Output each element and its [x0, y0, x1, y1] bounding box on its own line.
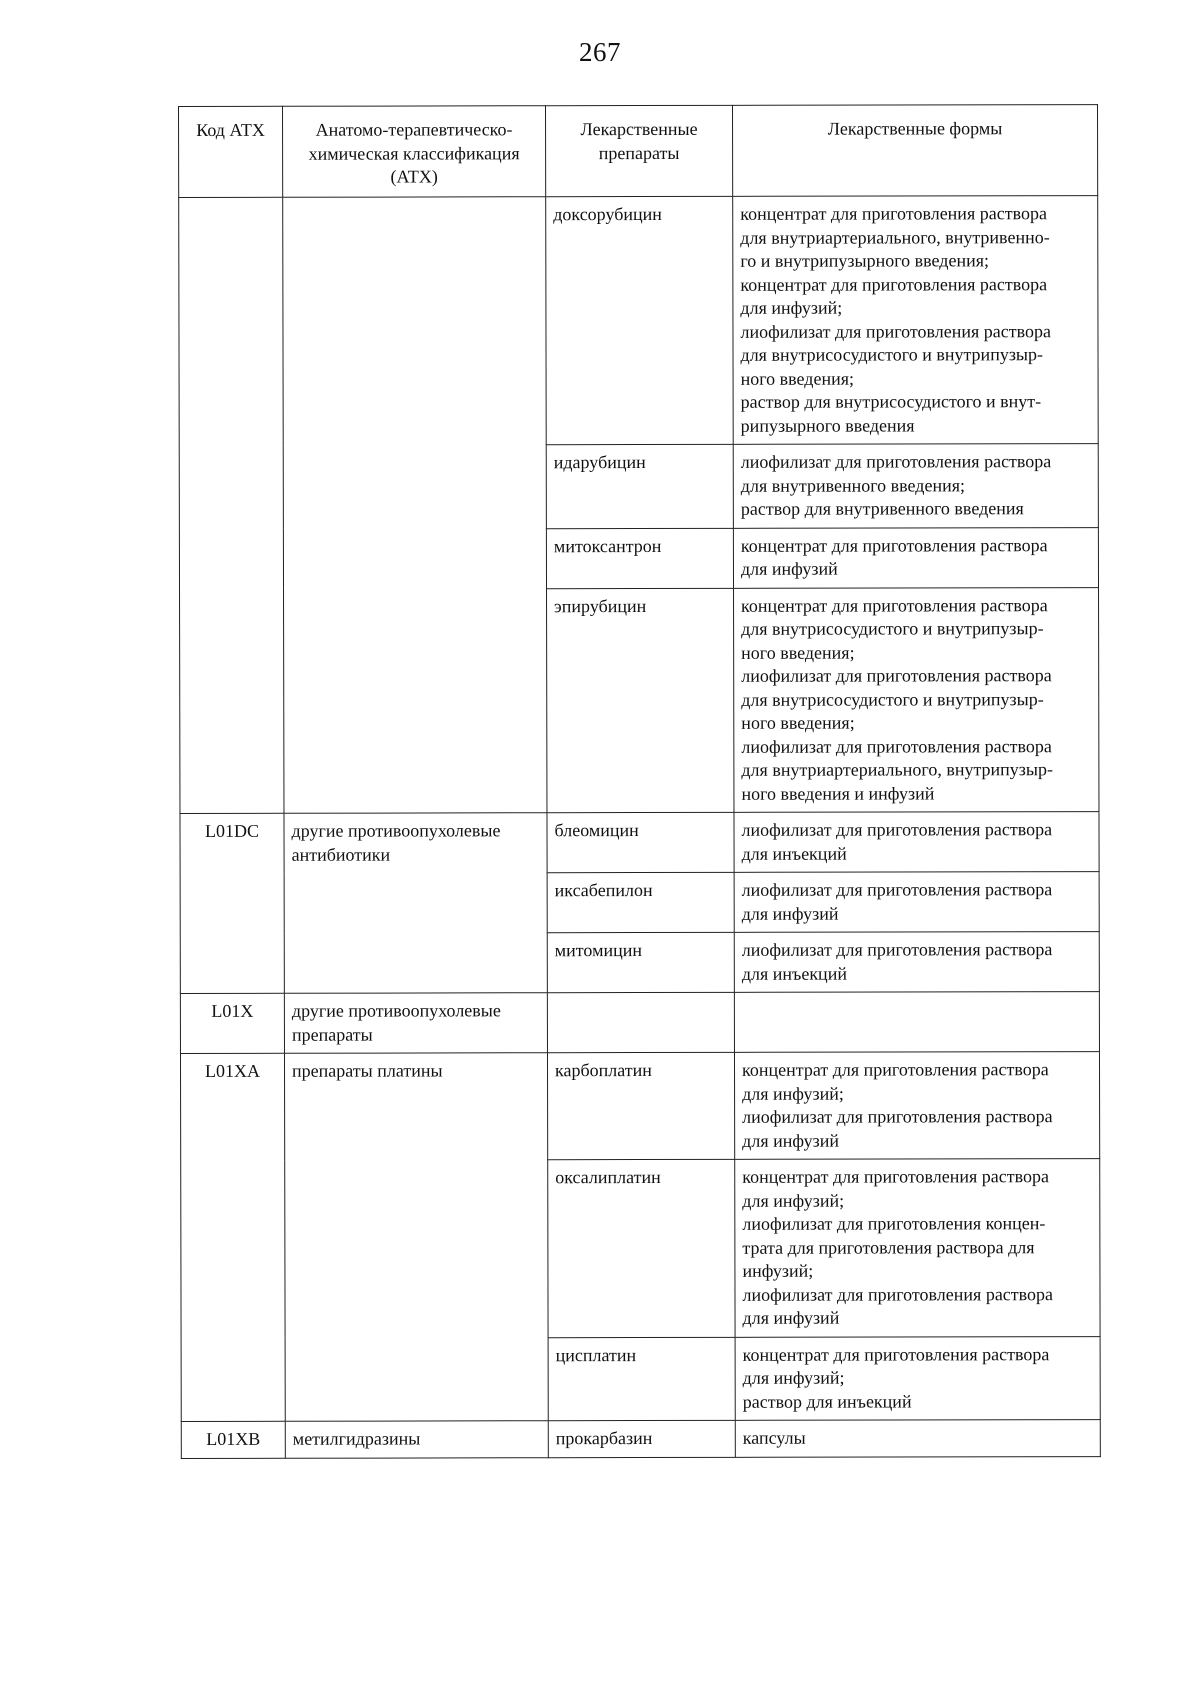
dosage-forms-cell [733, 444, 1098, 528]
atx-code-cell: L01XB [181, 1421, 285, 1458]
dosage-form-line: лиофилизат для приготовления раствора [741, 735, 1052, 757]
drug-cell: доксорубицин [546, 196, 734, 444]
atx-classification-cell: другие противоопухолевые антибиотики [284, 813, 547, 994]
dosage-form-line: раствор для внутривенного введения [740, 498, 1024, 519]
dosage-forms-cell [734, 587, 1099, 812]
dosage-form-line: го и внутрипузырного введения; [740, 250, 990, 271]
dosage-form-line: ного введения; [741, 642, 855, 663]
atx-code-cell: L01XA [180, 1053, 285, 1421]
dosage-form-line: для инфузий; [740, 297, 843, 318]
drug-cell: эпирубицин [547, 588, 734, 813]
drug-cell: прокарбазин [548, 1420, 735, 1457]
atx-classification-cell: другие противоопухолевые препараты [284, 993, 547, 1054]
drug-cell [547, 992, 734, 1052]
dosage-form-line: для внутрисосудистого и внутрипузыр- [741, 618, 1044, 639]
dosage-form-line: лиофилизат для приготовления раствора [740, 451, 1052, 472]
dosage-form-line: раствор для внутрисосудистого и внут- [740, 391, 1042, 412]
dosage-form-line: лиофилизат для приготовления раствора [741, 939, 1053, 960]
page-number: 267 [579, 37, 621, 67]
dosage-form-line: концентрат для приготовления раствора [742, 1343, 1050, 1365]
header-drugs: Лекарственные препараты [546, 105, 733, 196]
dosage-form-line: капсулы [742, 1427, 806, 1448]
table-row [180, 1052, 1099, 1161]
dosage-form-line: лиофилизат для приготовления раствора [742, 1106, 1053, 1127]
dosage-form-line: рипузырного введения [740, 414, 915, 436]
dosage-form-line: для инфузий [742, 1307, 840, 1328]
atx-code-cell: L01X [180, 993, 284, 1053]
atx-code-cell: L01DC [180, 813, 284, 993]
dosage-form-line: для инфузий [741, 903, 839, 924]
atx-classification-cell: метилгидразины [285, 1421, 548, 1458]
header-forms: Лекарственные формы [732, 105, 1097, 197]
dosage-forms-cell [734, 872, 1099, 933]
dosage-form-line: для инъекций [741, 843, 847, 864]
atx-classification-cell: препараты платины [284, 1053, 548, 1422]
dosage-form-line: для внутрисосудистого и внутрипузыр- [741, 688, 1044, 710]
dosage-form-line: для инфузий; [742, 1083, 844, 1104]
drug-cell: митомицин [547, 932, 734, 992]
dosage-forms-cell [734, 932, 1099, 993]
dosage-form-line: для инфузий; [742, 1367, 845, 1388]
atx-code-cell [179, 197, 284, 813]
dosage-form-line: ного введения; [741, 712, 855, 733]
dosage-forms-cell [735, 1159, 1100, 1337]
drug-cell: митоксантрон [546, 528, 733, 588]
header-classification: Анатомо-терапевтическо-химическая классификация (АТХ) [283, 106, 546, 198]
dosage-form-line: ного введения; [740, 368, 854, 389]
dosage-form-line: концентрат для приготовления раствора [742, 1166, 1049, 1187]
dosage-form-line: лиофилизат для приготовления раствора [742, 1283, 1054, 1305]
dosage-form-line: концентрат для приготовления раствора [740, 273, 1048, 295]
dosage-form-line: концентрат для приготовления раствора [740, 203, 1047, 224]
table-header-row [179, 105, 1098, 198]
dosage-form-line: лиофилизат для приготовления концен- [742, 1213, 1046, 1234]
dosage-forms-cell [733, 196, 1099, 445]
dosage-form-line: для инфузий [740, 558, 838, 579]
drug-cell: карбоплатин [547, 1052, 734, 1159]
dosage-form-line: лиофилизат для приготовления раствора [741, 879, 1053, 900]
dosage-forms-cell [734, 992, 1099, 1053]
table-row [179, 196, 1099, 446]
dosage-form-line: для внутриартериального, внутривенно- [740, 226, 1050, 248]
atx-table [178, 104, 1101, 1458]
dosage-form-line: раствор для инъекций [742, 1390, 912, 1412]
drug-cell: оксалиплатин [548, 1159, 735, 1337]
dosage-form-line: концентрат для приготовления раствора [740, 534, 1048, 556]
dosage-form-line: лиофилизат для приготовления раствора [741, 665, 1052, 686]
table-row [181, 1420, 1100, 1458]
table-row [180, 812, 1099, 874]
atx-classification-cell [283, 197, 547, 814]
dosage-form-line: для инфузий [742, 1130, 839, 1151]
table-row [180, 992, 1099, 1054]
dosage-form-line: лиофилизат для приготовления раствора [741, 819, 1053, 840]
dosage-form-line: для внутрисосудистого и внутрипузыр- [740, 344, 1044, 365]
drug-cell: иксабепилон [547, 872, 734, 932]
dosage-form-line: ного введения и инфузий [741, 782, 935, 804]
dosage-form-line: для внутривенного введения; [740, 474, 966, 496]
drug-cell: цисплатин [548, 1337, 735, 1421]
drug-cell: идарубицин [546, 444, 733, 528]
dosage-form-line: инфузий; [742, 1260, 814, 1281]
dosage-forms-cell [734, 812, 1099, 873]
header-code: Код АТХ [179, 106, 283, 197]
dosage-forms-cell [733, 527, 1098, 588]
dosage-form-line: трата для приготовления раствора для [742, 1236, 1035, 1258]
dosage-forms-cell [734, 1052, 1099, 1160]
table-body [179, 196, 1101, 1458]
dosage-form-line: для инфузий; [742, 1190, 845, 1211]
dosage-forms-cell [735, 1336, 1100, 1420]
dosage-forms-cell [735, 1420, 1100, 1457]
dosage-form-line: концентрат для приготовления раствора [741, 1059, 1049, 1080]
dosage-form-line: для инъекций [741, 963, 847, 984]
drug-cell: блеомицин [547, 812, 734, 872]
dosage-form-line: лиофилизат для приготовления раствора [740, 320, 1052, 342]
dosage-form-line: для внутриартериального, внутрипузыр- [741, 759, 1054, 780]
dosage-form-line: концентрат для приготовления раствора [741, 594, 1048, 616]
